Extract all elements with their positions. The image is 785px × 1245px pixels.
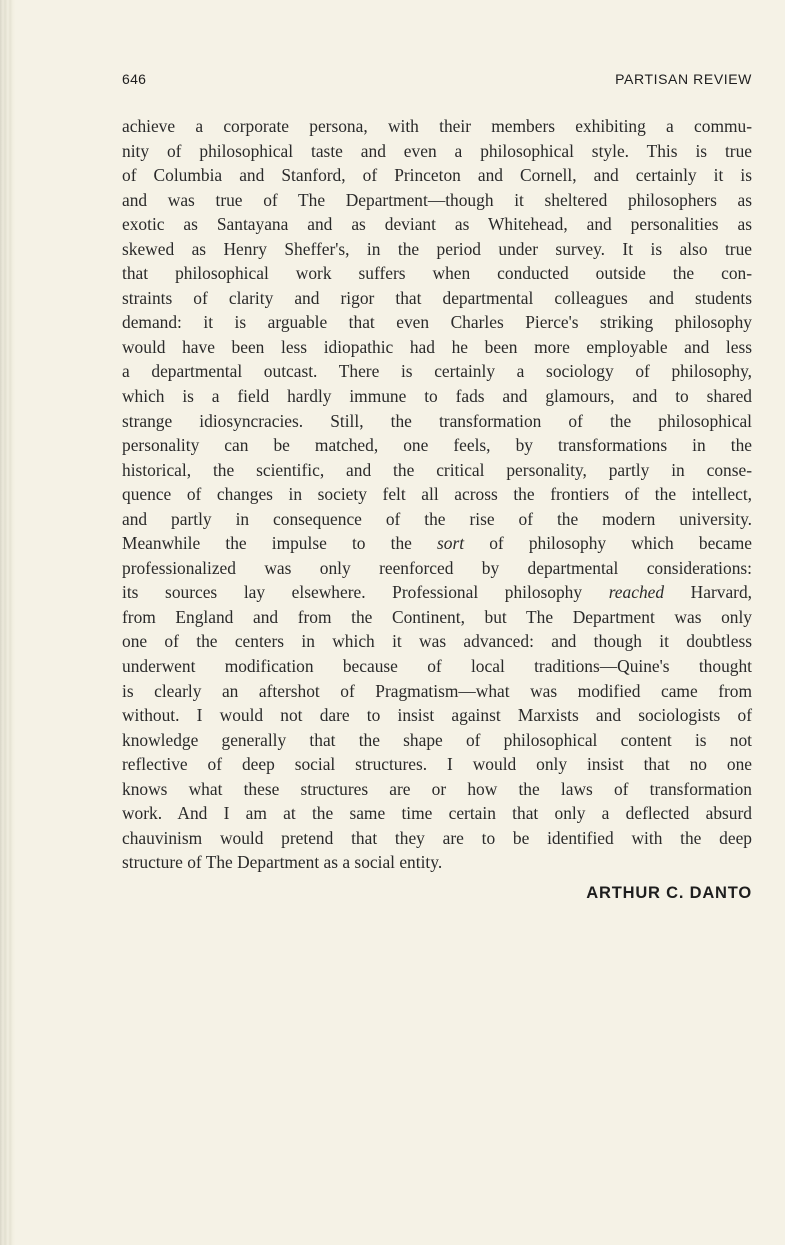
page-gutter-edge	[0, 0, 16, 1245]
text-line: and partly in consequence of the rise of the modern university.	[122, 508, 752, 529]
italic-emphasis: sort	[437, 533, 465, 554]
text-line: from England and from the Continent, but The Department was only	[122, 606, 752, 627]
text-run: Meanwhile the impulse to the	[122, 533, 437, 554]
text-line: exotic as Santayana and as deviant as Whitehead, and personalities as	[122, 214, 752, 235]
text-run: Harvard,	[664, 582, 752, 603]
text-line: strange idiosyncracies. Still, the transformation of the philosophical	[122, 410, 752, 431]
author-signature: ARTHUR C. DANTO	[586, 884, 752, 902]
text-line: underwent modification because of local traditions—Quine's thought	[122, 656, 752, 677]
text-line: one of the centers in which it was advanced: and though it doubtless	[122, 631, 752, 652]
text-line: that philosophical work suffers when conducted outside the con-	[122, 263, 752, 284]
text-line: demand: it is arguable that even Charles Pierce's striking philosophy	[122, 312, 752, 333]
text-line: reflective of deep social structures. I would only insist that no one	[122, 754, 752, 775]
text-line: knowledge generally that the shape of philosophical content is not	[122, 729, 752, 750]
text-line: straints of clarity and rigor that departmental colleagues and students	[122, 287, 752, 308]
text-line: a departmental outcast. There is certainly a sociology of philosophy,	[122, 361, 752, 382]
text-line-with-italic	[122, 580, 752, 605]
text-line: knows what these structures are or how the laws of transformation	[122, 778, 752, 799]
italic-emphasis: reached	[608, 582, 665, 603]
text-line: work. And I am at the same time certain that only a deflected absurd	[122, 803, 752, 824]
article-body	[122, 114, 752, 875]
text-line: professionalized was only reenforced by departmental considerations:	[122, 557, 752, 578]
page-number: 646	[122, 71, 147, 87]
text-line: and was true of The Department—though it sheltered philosophers as	[122, 189, 752, 210]
text-line: which is a field hardly immune to fads and glamours, and to shared	[122, 386, 752, 407]
text-line: is clearly an aftershot of Pragmatism—what was modified came from	[122, 680, 752, 701]
page-header	[122, 71, 752, 91]
text-line: chauvinism would pretend that they are to be identified with the deep	[122, 827, 752, 848]
text-line: without. I would not dare to insist against Marxists and sociologists of	[122, 705, 752, 726]
text-line: personality can be matched, one feels, by transformations in the	[122, 435, 752, 456]
text-run: of philosophy which became	[464, 533, 752, 554]
text-line: achieve a corporate persona, with their members exhibiting a commu-	[122, 116, 752, 136]
text-line: historical, the scientific, and the critical personality, partly in conse-	[122, 459, 752, 480]
text-line-last: structure of The Department as a social entity.	[122, 852, 443, 873]
text-line: skewed as Henry Sheffer's, in the period under survey. It is also true	[122, 238, 752, 259]
text-line: would have been less idiopathic had he been more employable and less	[122, 336, 752, 357]
text-run: its sources lay elsewhere. Professional philosophy	[122, 582, 609, 603]
running-head: PARTISAN REVIEW	[615, 71, 752, 87]
text-line: nity of philosophical taste and even a philosophical style. This is true	[122, 140, 752, 161]
text-line: quence of changes in society felt all across the frontiers of the intellect,	[122, 484, 752, 505]
text-line: of Columbia and Stanford, of Princeton and Cornell, and certainly it is	[122, 165, 752, 186]
text-line-with-italic	[122, 531, 752, 556]
